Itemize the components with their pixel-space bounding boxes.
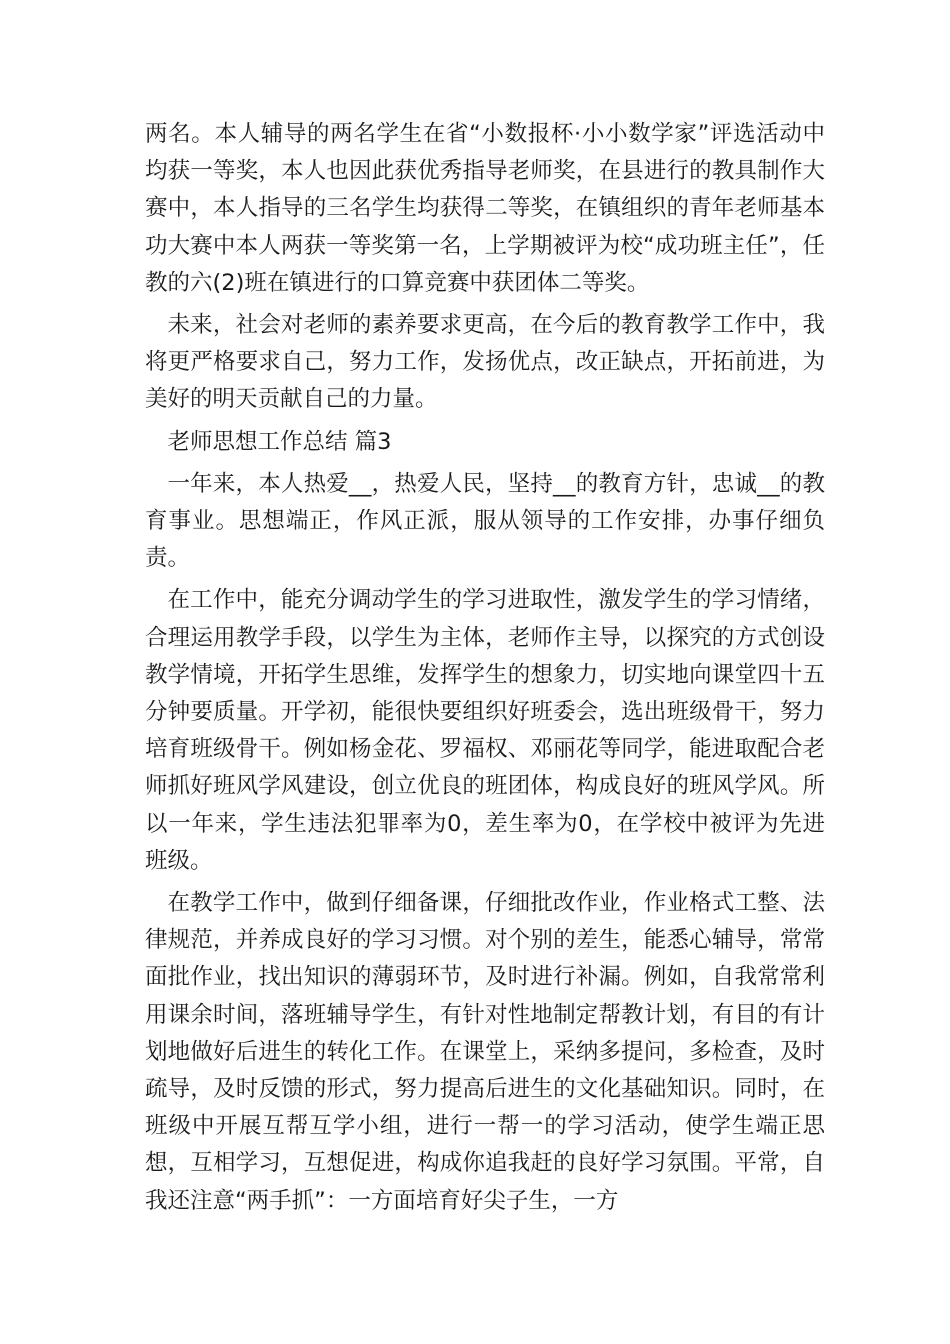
paragraph-intro: 一年来，本人热爱__，热爱人民，坚持__的教育方针，忠诚__的教育事业。思想端正，作风正派，服从领导的工作安排，办事仔细负责。 <box>145 470 825 572</box>
paragraph-teaching: 在教学工作中，做到仔细备课，仔细批改作业，作业格式工整、法律规范，并养成良好的学习习惯。对个别的差生，能悉心辅导，常常面批作业，找出知识的薄弱环节，及时进行补漏。例如，自我常常利用课余时间，落班辅导学生，有针对性地制定帮教计划，有目的有计划地做好后进生的转化工作。在课堂上，采纳多提问，多检查，及时疏导，及时反馈的形式，努力提高后进生的文化基础知识。同时，在班级中开展互帮互学小组，进行一帮一的学习活动，使学生端正思想，互相学习，互想促进，构成你追我赶的良好学习氛围。平常，自我还注意“两手抓”：一方面培育好尖子生，一方 <box>145 890 825 1214</box>
section-heading: 老师思想工作总结 篇3 <box>167 428 392 455</box>
paragraph-future: 未来，社会对老师的素养要求更高，在今后的教育教学工作中，我将更严格要求自己，努力工作，发扬优点，改正缺点，开拓前进，为美好的明天贡献自己的力量。 <box>145 312 825 413</box>
document-body <box>145 116 825 1220</box>
paragraph-continued: 两名。本人辅导的两名学生在省“小数报杯·小小数学家”评选活动中均获一等奖，本人也因此获优秀指导老师奖，在县进行的教具制作大赛中，本人指导的三名学生均获得二等奖，在镇组织的青年老师基本功大赛中本人两获一等奖第一名，上学期被评为校“成功班主任”，任教的六(2)班在镇进行的口算竞赛中获团体二等奖。 <box>145 121 825 296</box>
paragraph-work: 在工作中，能充分调动学生的学习进取性，激发学生的学习情绪，合理运用教学手段，以学生为主体，老师作主导，以探究的方式创设教学情境，开拓学生思维，发挥学生的想象力，切实地向课堂四十五分钟要质量。开学初，能很快要组织好班委会，选出班级骨干，努力培育班级骨干。例如杨金花、罗福权、邓丽花等同学，能进取配合老师抓好班风学风建设，创立优良的班团体，构成良好的班风学风。所以一年来，学生违法犯罪率为0，差生率为0，在学校中被评为先进班级。 <box>145 587 825 874</box>
